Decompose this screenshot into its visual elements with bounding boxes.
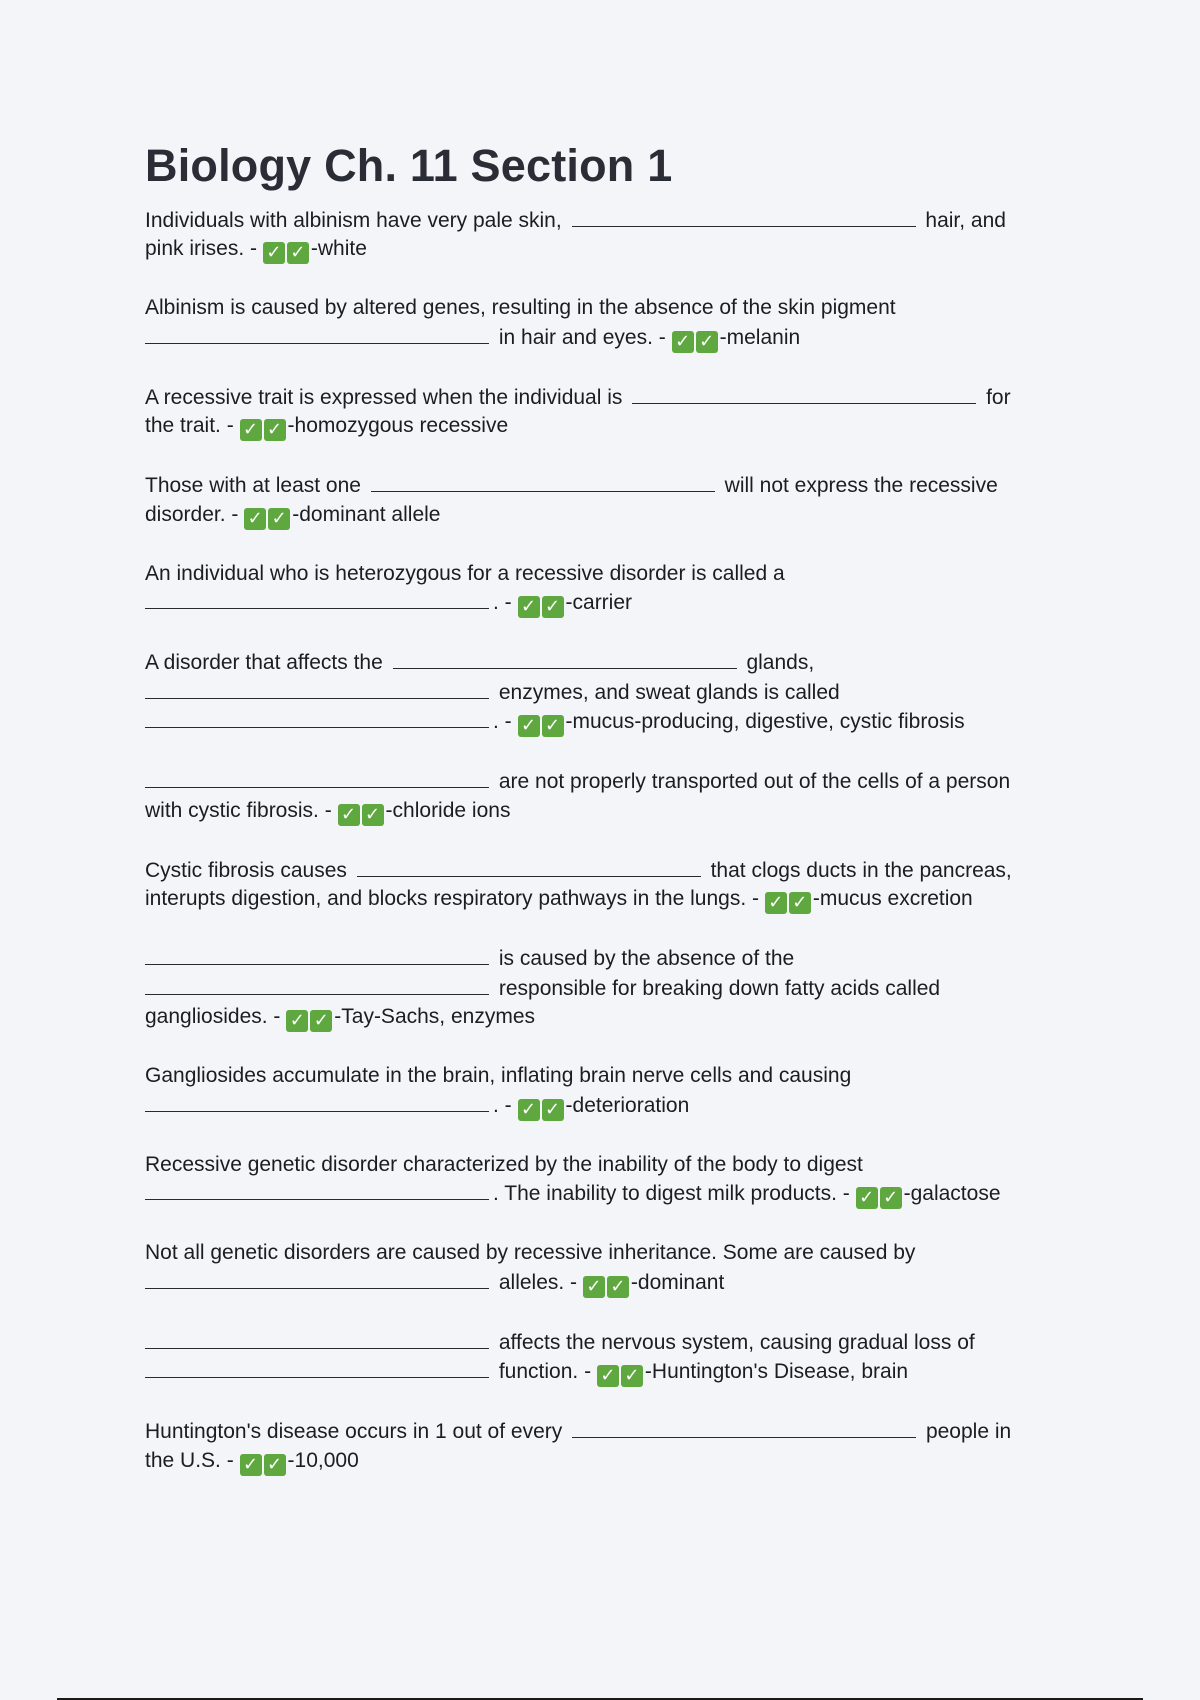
question-text: . - (493, 1093, 512, 1117)
question-text: disorder. - (145, 502, 239, 526)
flashcard-document (145, 140, 1045, 1506)
flashcard-13 (145, 1328, 1045, 1388)
question-text: is caused by the absence of the (498, 947, 795, 971)
check-mark-icon: ✓ (310, 1010, 332, 1032)
question-text: Those with at least one (145, 474, 361, 498)
question-text: for (986, 385, 1011, 409)
flashcard-7 (145, 767, 1045, 826)
flashcard-5 (145, 560, 1045, 619)
check-mark-icon: ✓ (240, 1454, 262, 1476)
answer-text: -galactose (903, 1182, 1001, 1206)
question-text: function. - (498, 1360, 592, 1384)
check-mark-icon: ✓ (263, 242, 285, 264)
answer-blank (572, 206, 916, 227)
check-mark-icon: ✓ (696, 331, 718, 353)
question-text: will not express the recessive (724, 474, 998, 498)
answer-blank (145, 588, 489, 609)
check-mark-icon: ✓ (518, 596, 540, 618)
check-mark-icon: ✓ (338, 804, 360, 826)
question-text: Not all genetic disorders are caused by recessive inheritance. Some are caused by (145, 1241, 916, 1265)
flashcard-9 (145, 944, 1045, 1032)
question-text: Recessive genetic disorder characterized by the inability of the body to digest (145, 1152, 863, 1176)
page-title: Biology Ch. 11 Section 1 (145, 140, 673, 191)
question-text: affects the nervous system, causing gradual loss of (498, 1330, 975, 1354)
question-text: people in (925, 1420, 1012, 1444)
answer-text: -Huntington's Disease, brain (644, 1360, 909, 1384)
answer-text: -dominant (630, 1270, 725, 1294)
question-text: . - (493, 591, 512, 615)
answer-blank (145, 1268, 489, 1289)
flashcard-14 (145, 1417, 1045, 1476)
question-text: responsible for breaking down fatty acids called (498, 976, 941, 1000)
question-text: An individual who is heterozygous for a recessive disorder is called a (145, 561, 785, 585)
answer-text: -Tay-Sachs, enzymes (334, 1005, 535, 1029)
check-mark-icon: ✓ (268, 508, 290, 530)
check-mark-icon: ✓ (264, 1454, 286, 1476)
question-text: with cystic fibrosis. - (145, 798, 332, 822)
answer-text: -dominant allele (292, 502, 441, 526)
question-text: . - (493, 710, 512, 734)
flashcard-11 (145, 1151, 1045, 1210)
answer-blank (145, 1328, 489, 1349)
question-text: the U.S. - (145, 1448, 234, 1472)
question-text: Huntington's disease occurs in 1 out of every (145, 1420, 563, 1444)
question-text: A disorder that affects the (145, 651, 383, 675)
answer-text: -carrier (565, 591, 633, 615)
check-mark-icon: ✓ (286, 1010, 308, 1032)
check-mark-icon: ✓ (672, 331, 694, 353)
question-text: hair, and (925, 208, 1006, 232)
check-mark-icon: ✓ (240, 419, 262, 441)
answer-blank (145, 1091, 489, 1112)
answer-text: -chloride ions (385, 798, 511, 822)
answer-text: -melanin (719, 325, 801, 349)
check-mark-icon: ✓ (542, 596, 564, 618)
check-mark-icon: ✓ (583, 1276, 605, 1298)
answer-text: -deterioration (565, 1093, 690, 1117)
question-text: in hair and eyes. - (498, 325, 666, 349)
check-mark-icon: ✓ (244, 508, 266, 530)
question-text: Individuals with albinism have very pale skin, (145, 208, 562, 232)
check-mark-icon: ✓ (362, 804, 384, 826)
flashcard-8 (145, 856, 1045, 915)
flashcard-1 (145, 206, 1045, 265)
check-mark-icon: ✓ (880, 1187, 902, 1209)
check-mark-icon: ✓ (765, 892, 787, 914)
check-mark-icon: ✓ (789, 892, 811, 914)
answer-blank (145, 974, 489, 995)
answer-text: -10,000 (287, 1448, 359, 1472)
answer-blank (145, 323, 489, 344)
question-text: . The inability to digest milk products. - (493, 1182, 850, 1206)
check-mark-icon: ✓ (264, 419, 286, 441)
check-mark-icon: ✓ (597, 1365, 619, 1387)
answer-blank (572, 1417, 916, 1438)
answer-blank (393, 648, 737, 669)
answer-blank (145, 1179, 489, 1200)
answer-text: -white (310, 237, 367, 261)
question-text: gangliosides. - (145, 1005, 281, 1029)
question-text: glands, (746, 651, 815, 675)
check-mark-icon: ✓ (518, 1099, 540, 1121)
flashcard-2 (145, 294, 1045, 353)
check-mark-icon: ✓ (607, 1276, 629, 1298)
check-mark-icon: ✓ (621, 1365, 643, 1387)
question-text: Cystic fibrosis causes (145, 858, 347, 882)
answer-blank (632, 383, 976, 404)
answer-blank (145, 767, 489, 788)
check-mark-icon: ✓ (542, 1099, 564, 1121)
flashcard-4 (145, 471, 1045, 530)
answer-text: -mucus-producing, digestive, cystic fibrosis (565, 710, 965, 734)
answer-blank (145, 944, 489, 965)
answer-text: -mucus excretion (812, 887, 973, 911)
flashcard-6 (145, 648, 1045, 737)
question-text: Albinism is caused by altered genes, resulting in the absence of the skin pigment (145, 296, 896, 320)
flashcard-10 (145, 1062, 1045, 1121)
answer-blank (357, 856, 701, 877)
answer-blank (145, 1357, 489, 1378)
question-text: are not properly transported out of the cells of a person (498, 770, 1011, 794)
answer-blank (145, 707, 489, 728)
flashcard-3 (145, 383, 1045, 442)
question-text: pink irises. - (145, 237, 258, 261)
question-text: the trait. - (145, 414, 234, 438)
question-text: A recessive trait is expressed when the individual is (145, 385, 623, 409)
question-text: Gangliosides accumulate in the brain, inflating brain nerve cells and causing (145, 1064, 852, 1088)
check-mark-icon: ✓ (856, 1187, 878, 1209)
answer-blank (371, 471, 715, 492)
question-text: interupts digestion, and blocks respiratory pathways in the lungs. - (145, 887, 759, 911)
question-text: that clogs ducts in the pancreas, (710, 858, 1012, 882)
flashcard-12 (145, 1239, 1045, 1298)
check-mark-icon: ✓ (518, 715, 540, 737)
answer-blank (145, 678, 489, 699)
check-mark-icon: ✓ (287, 242, 309, 264)
question-text: enzymes, and sweat glands is called (498, 680, 840, 704)
question-text: alleles. - (498, 1270, 578, 1294)
answer-text: -homozygous recessive (287, 414, 509, 438)
check-mark-icon: ✓ (542, 715, 564, 737)
